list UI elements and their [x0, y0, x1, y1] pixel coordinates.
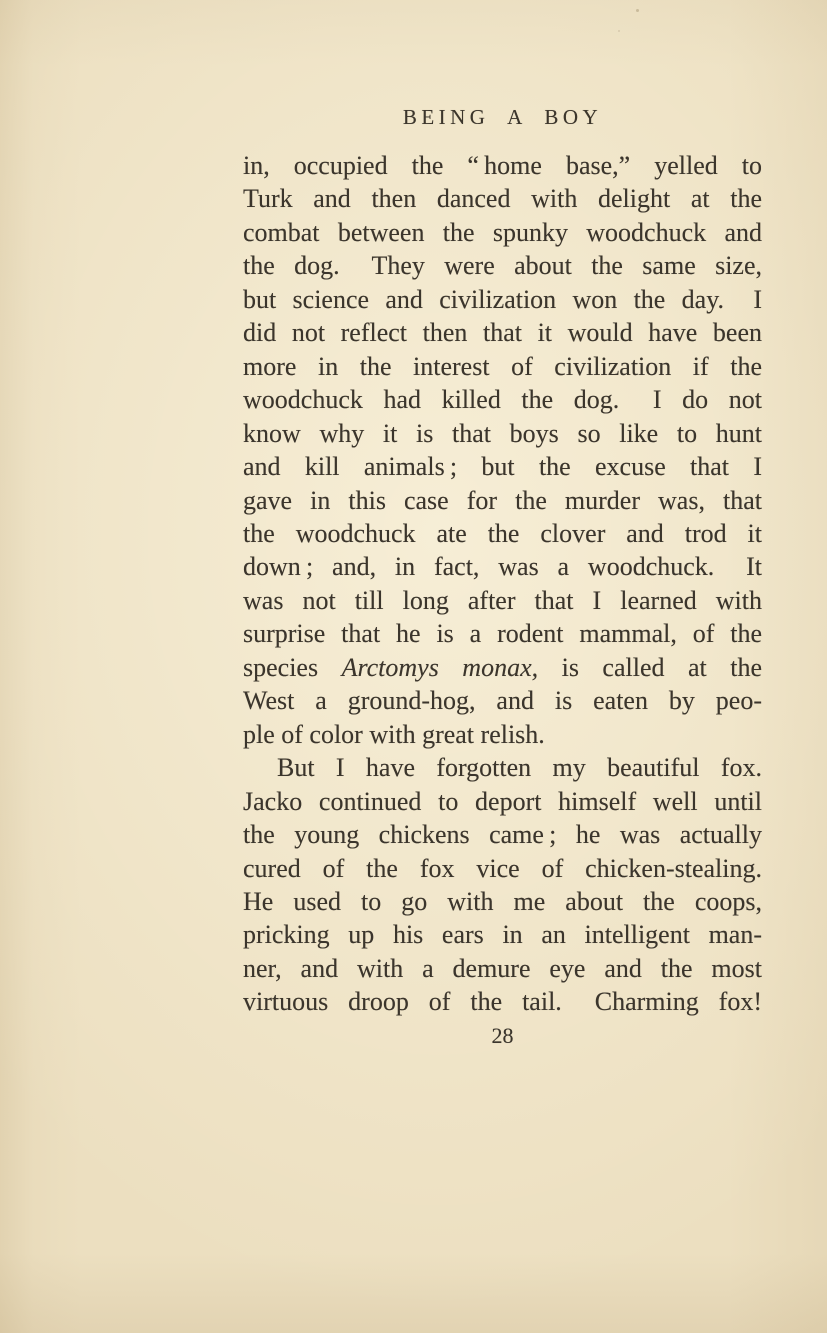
text-segment: more in the interest of civilization if the [243, 351, 762, 381]
text-segment: Jacko continued to deport himself well until [243, 786, 762, 816]
text-line [243, 383, 762, 416]
text-segment: but science and civilization won the day. I [243, 284, 762, 314]
text-line [243, 316, 762, 349]
text-line [243, 517, 762, 550]
text-segment: West a ground-hog, and is eaten by peo- [243, 686, 762, 716]
text-line [243, 149, 762, 182]
text-line [243, 852, 762, 885]
text-line [243, 718, 762, 751]
text-segment: down ; and, in fact, was a woodchuck. It [243, 552, 762, 582]
text-segment: combat between the spunky woodchuck and [243, 217, 762, 247]
text-line [243, 550, 762, 583]
text-line [243, 484, 762, 517]
text-segment: He used to go with me about the coops, [243, 886, 762, 916]
text-segment: But I have forgotten my beautiful fox. [277, 753, 762, 783]
text-line [243, 216, 762, 249]
text-segment: the dog. They were about the same size, [243, 251, 762, 281]
text-line [243, 785, 762, 818]
text-segment: in, occupied the “ home base,” yelled to [243, 151, 762, 180]
text-line [243, 182, 762, 215]
text-segment: gave in this case for the murder was, that [243, 485, 762, 515]
text-line [243, 918, 762, 951]
text-segment: woodchuck had killed the dog. I do not [243, 385, 762, 415]
text-line [243, 651, 762, 684]
text-segment: ner, and with a demure eye and the most [243, 953, 762, 983]
text-segment: surprise that he is a rodent mammal, of the [243, 619, 762, 649]
text-line [243, 684, 762, 717]
text-line [243, 818, 762, 851]
text-segment: ple of color with great relish. [243, 719, 545, 749]
text-line [243, 417, 762, 450]
text-segment: pricking up his ears in an intelligent man- [243, 920, 762, 950]
text-line [243, 985, 762, 1018]
text-segment: the young chickens came ; he was actually [243, 820, 762, 850]
text-segment: cured of the fox vice of chicken-stealing. [243, 853, 762, 883]
text-segment: did not reflect then that it would have been [243, 318, 762, 348]
text-segment: is called at the [538, 652, 762, 682]
species-name-italic: Arctomys monax, [341, 652, 539, 682]
text-line [243, 283, 762, 316]
text-line [243, 751, 762, 784]
text-segment: species [243, 652, 342, 682]
text-line [243, 885, 762, 918]
text-segment: was not till long after that I learned with [243, 585, 762, 615]
text-line [243, 350, 762, 383]
text-line [243, 952, 762, 985]
text-segment: virtuous droop of the tail. Charming fox! [243, 987, 762, 1017]
scan-speck [618, 30, 620, 32]
text-block [243, 149, 762, 1019]
scan-speck [636, 9, 639, 12]
text-line [243, 450, 762, 483]
text-segment: know why it is that boys so like to hunt [243, 418, 762, 448]
text-line [243, 617, 762, 650]
text-segment: Turk and then danced with delight at the [243, 184, 762, 214]
text-segment: and kill animals ; but the excuse that I [243, 452, 762, 482]
page-number: 28 [491, 1023, 514, 1048]
text-line [243, 249, 762, 282]
running-head: BEING A BOY [402, 105, 603, 129]
text-line [243, 584, 762, 617]
text-segment: the woodchuck ate the clover and trod it [243, 518, 762, 548]
